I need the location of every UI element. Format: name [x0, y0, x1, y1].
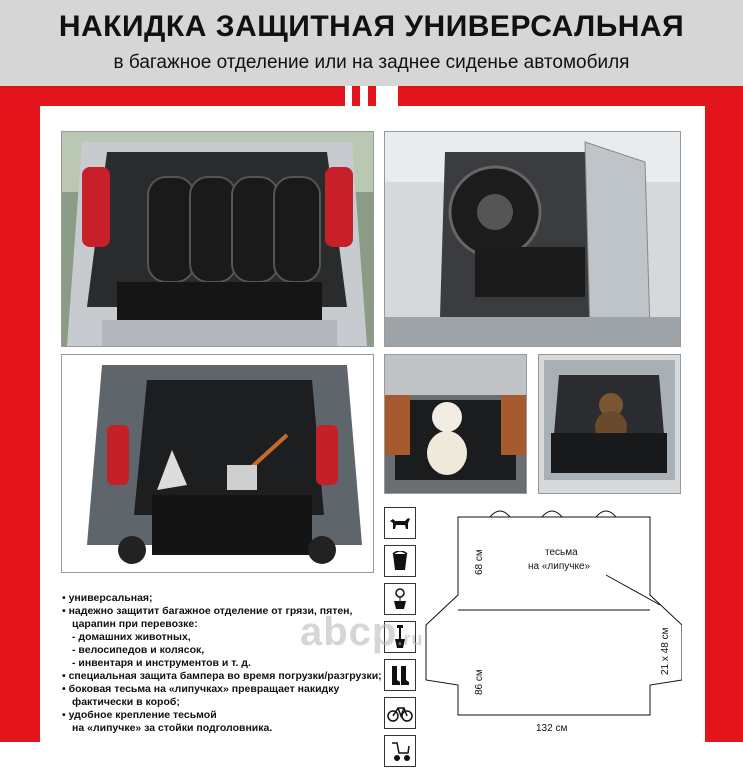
red-band-left — [0, 86, 40, 742]
photo-dog-trunk — [538, 354, 681, 494]
dim-top-height: 68 см — [474, 549, 485, 575]
feature-subitem: - велосипедов и колясок, — [72, 644, 205, 656]
photo-dog-rear-seat — [384, 354, 527, 494]
page-title: НАКИДКА ЗАЩИТНАЯ УНИВЕРСАЛЬНАЯ — [58, 10, 685, 43]
dim-bottom-height: 86 см — [474, 669, 485, 695]
bucket-icon — [384, 545, 416, 577]
feature-item: • удобное крепление тесьмой — [62, 709, 217, 721]
cover-dimension-diagram — [420, 505, 682, 742]
strap-label-line1: тесьма — [545, 547, 578, 558]
red-band-top-left — [0, 86, 345, 106]
page-subtitle: в багажное отделение или на заднее сиденье автомобиля — [113, 52, 630, 73]
photo-trunk-tools — [61, 354, 374, 573]
photo-rear-seat-tires — [384, 131, 681, 347]
feature-item: • универсальная; — [62, 592, 153, 604]
watermark-logo: abcp.ru — [300, 610, 424, 654]
feature-item: царапин при перевозке: — [72, 618, 198, 630]
feature-subitem: - инвентаря и инструментов и т. д. — [72, 657, 251, 669]
red-stripe-center-left — [352, 86, 360, 106]
photo-trunk-tires — [61, 131, 374, 347]
red-stripe-center-right — [368, 86, 376, 106]
red-band-right — [705, 86, 743, 742]
red-band-top-right — [398, 86, 743, 106]
feature-item: • надежно защитит багажное отделение от грязи, пятен, — [62, 605, 353, 617]
stroller-icon — [384, 735, 416, 767]
strap-label-line2: на «липучке» — [528, 561, 591, 572]
feature-item: на «липучке» за стойки подголовника. — [72, 722, 273, 734]
dim-width: 132 см — [536, 723, 568, 734]
bicycle-icon — [384, 697, 416, 729]
dog-icon — [384, 507, 416, 539]
dim-flap: 21 x 48 см — [660, 627, 671, 675]
feature-item: • боковая тесьма на «липучках» превращает накидку — [62, 683, 340, 695]
feature-item: • специальная защита бампера во время погрузки/разгрузки; — [62, 670, 382, 682]
feature-subitem: - домашних животных, — [72, 631, 191, 643]
feature-item: фактически в короб; — [72, 696, 180, 708]
boots-icon — [384, 659, 416, 691]
